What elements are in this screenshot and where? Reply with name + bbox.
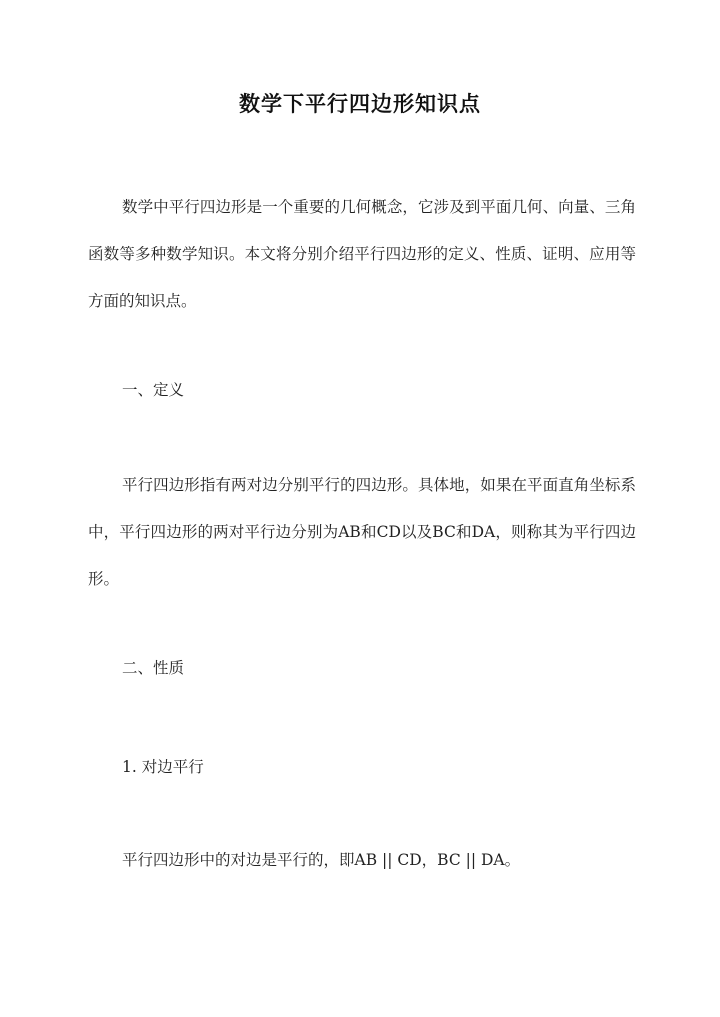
opposite-sides-paragraph: 平行四边形中的对边是平行的，即AB || CD，BC || DA。 [122, 851, 521, 869]
intro-paragraph: 数学中平行四边形是一个重要的几何概念，它涉及到平面几何、向量、三角函数等多种数学知识。本文将分别介绍平行四边形的定义、性质、证明、应用等方面的知识点。 [88, 198, 636, 310]
subsection-heading-opposite-sides: 1. 对边平行 [122, 758, 204, 776]
section-heading-properties: 二、性质 [122, 659, 185, 677]
document-title: 数学下平行四边形知识点 [239, 91, 481, 116]
section-heading-definition: 一、定义 [122, 381, 185, 399]
definition-paragraph: 平行四边形指有两对边分别平行的四边形。具体地，如果在平面直角坐标系中，平行四边形的两对平行边分别为AB和CD以及BC和DA，则称其为平行四边形。 [88, 476, 636, 588]
